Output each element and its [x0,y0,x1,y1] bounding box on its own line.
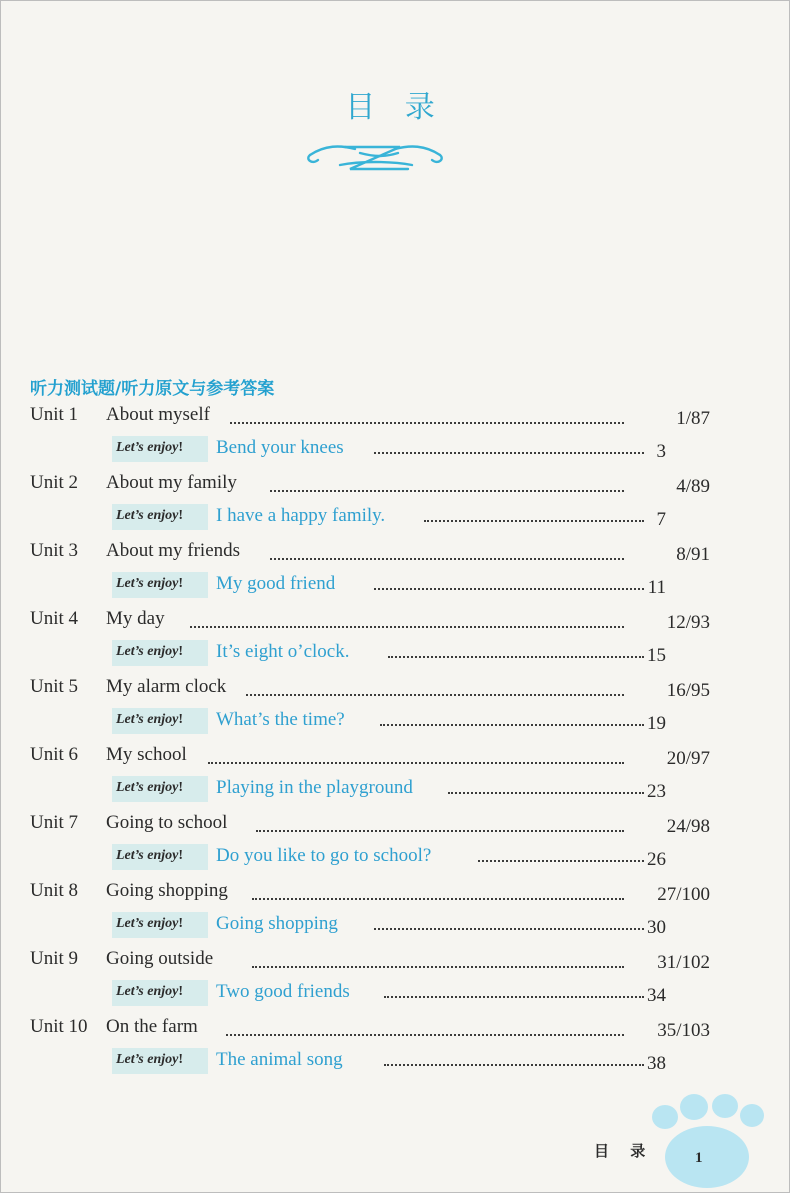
unit-label: Unit 2 [30,472,79,493]
unit-title: My day [106,608,165,629]
dot-leader [384,1064,644,1066]
toc-unit-row[interactable] [30,742,710,770]
unit-label: Unit 6 [30,744,79,765]
enjoy-title: Going shopping [216,913,338,934]
page-number: 8/91 [676,544,710,565]
unit-label: Unit 8 [30,880,79,901]
enjoy-badge [112,572,208,598]
enjoy-label: Let’s enjoy! [116,440,184,455]
toc-enjoy-row[interactable] [112,708,710,736]
dot-leader [270,558,624,560]
toc-enjoy-row[interactable] [112,844,710,872]
toc-unit-row[interactable] [30,606,710,634]
enjoy-label: Let’s enjoy! [116,712,184,727]
toc-enjoy-row[interactable] [112,640,710,668]
unit-title: My school [106,744,187,765]
unit-label: Unit 4 [30,608,79,629]
toc-unit-row[interactable] [30,878,710,906]
dot-leader [478,860,644,862]
enjoy-label: Let’s enjoy! [116,780,184,795]
page-number: 1/87 [676,408,710,429]
toc-unit-row[interactable] [30,470,710,498]
unit-title: Going shopping [106,880,228,901]
toc-enjoy-row[interactable] [112,504,710,532]
enjoy-badge [112,436,208,462]
dot-leader [226,1034,624,1036]
page-number: 16/95 [666,680,710,701]
toc-unit-row[interactable] [30,674,710,702]
toc-unit-row[interactable] [30,402,710,430]
dot-leader [384,996,644,998]
enjoy-title: What’s the time? [216,709,345,730]
page-number: 26 [647,849,666,870]
page-number: 31/102 [657,952,710,973]
enjoy-label: Let’s enjoy! [116,644,184,659]
dot-leader [374,452,644,454]
page-number: 35/103 [657,1020,710,1041]
enjoy-label: Let’s enjoy! [116,848,184,863]
enjoy-title: The animal song [216,1049,343,1070]
enjoy-label: Let’s enjoy! [116,508,184,523]
enjoy-badge [112,776,208,802]
toc-unit-row[interactable] [30,946,710,974]
unit-title: Going to school [106,812,228,833]
toc-unit-row[interactable] [30,810,710,838]
dot-leader [252,966,624,968]
enjoy-badge [112,640,208,666]
dot-leader [190,626,624,628]
enjoy-badge [112,1048,208,1074]
section-heading: 听力测试题/听力原文与参考答案 [30,379,275,399]
unit-title: About my friends [106,540,241,561]
dot-leader [208,762,624,764]
footer-section-label: 目 录 [594,1142,654,1160]
toc-enjoy-row[interactable] [112,912,710,940]
enjoy-label: Let’s enjoy! [116,576,184,591]
dot-leader [256,830,624,832]
dot-leader [230,422,624,424]
page-number: 12/93 [666,612,710,633]
enjoy-badge [112,844,208,870]
unit-title: On the farm [106,1016,198,1037]
page-number: 38 [647,1053,666,1074]
dot-leader [270,490,624,492]
enjoy-badge [112,912,208,938]
page-title: 目 录 [345,90,445,125]
dot-leader [380,724,644,726]
enjoy-label: Let’s enjoy! [116,984,184,999]
enjoy-badge [112,980,208,1006]
toc-enjoy-row[interactable] [112,1048,710,1076]
toc-enjoy-row[interactable] [112,980,710,1008]
toc-enjoy-row[interactable] [112,572,710,600]
page-number: 34 [647,985,666,1006]
enjoy-title: Bend your knees [216,437,344,458]
dot-leader [448,792,644,794]
enjoy-label: Let’s enjoy! [116,1052,184,1067]
unit-label: Unit 5 [30,676,79,697]
enjoy-title: I have a happy family. [216,505,386,526]
ornament-swirl-icon [300,135,450,180]
enjoy-title: My good friend [216,573,336,594]
enjoy-badge [112,708,208,734]
unit-label: Unit 10 [30,1016,88,1037]
page-number: 3 [656,441,666,462]
enjoy-title: It’s eight o’clock. [216,641,350,662]
enjoy-title: Playing in the playground [216,777,413,798]
unit-label: Unit 7 [30,812,79,833]
enjoy-label: Let’s enjoy! [116,916,184,931]
enjoy-badge [112,504,208,530]
page-number: 4/89 [676,476,710,497]
dot-leader [374,928,644,930]
unit-title: About myself [106,404,210,425]
toc-unit-row[interactable] [30,1014,710,1042]
unit-title: Going outside [106,948,214,969]
enjoy-title: Do you like to go to school? [216,845,432,866]
unit-title: About my family [106,472,237,493]
dot-leader [388,656,644,658]
page-number: 24/98 [666,816,710,837]
toc-unit-row[interactable] [30,538,710,566]
dot-leader [252,898,624,900]
page-number: 19 [647,713,666,734]
dot-leader [246,694,624,696]
dot-leader [424,520,644,522]
page-number: 30 [647,917,666,938]
unit-label: Unit 3 [30,540,79,561]
page-number: 27/100 [657,884,710,905]
toc-enjoy-row[interactable] [112,776,710,804]
page-number: 20/97 [666,748,710,769]
page-number: 7 [656,509,666,530]
unit-label: Unit 9 [30,948,79,969]
unit-label: Unit 1 [30,404,79,425]
folio-page-number: 1 [695,1150,703,1166]
page-number: 23 [647,781,666,802]
enjoy-title: Two good friends [216,981,350,1002]
page-number: 15 [647,645,666,666]
dot-leader [374,588,644,590]
toc-enjoy-row[interactable] [112,436,710,464]
unit-title: My alarm clock [106,676,227,697]
page-number: 11 [647,577,666,598]
